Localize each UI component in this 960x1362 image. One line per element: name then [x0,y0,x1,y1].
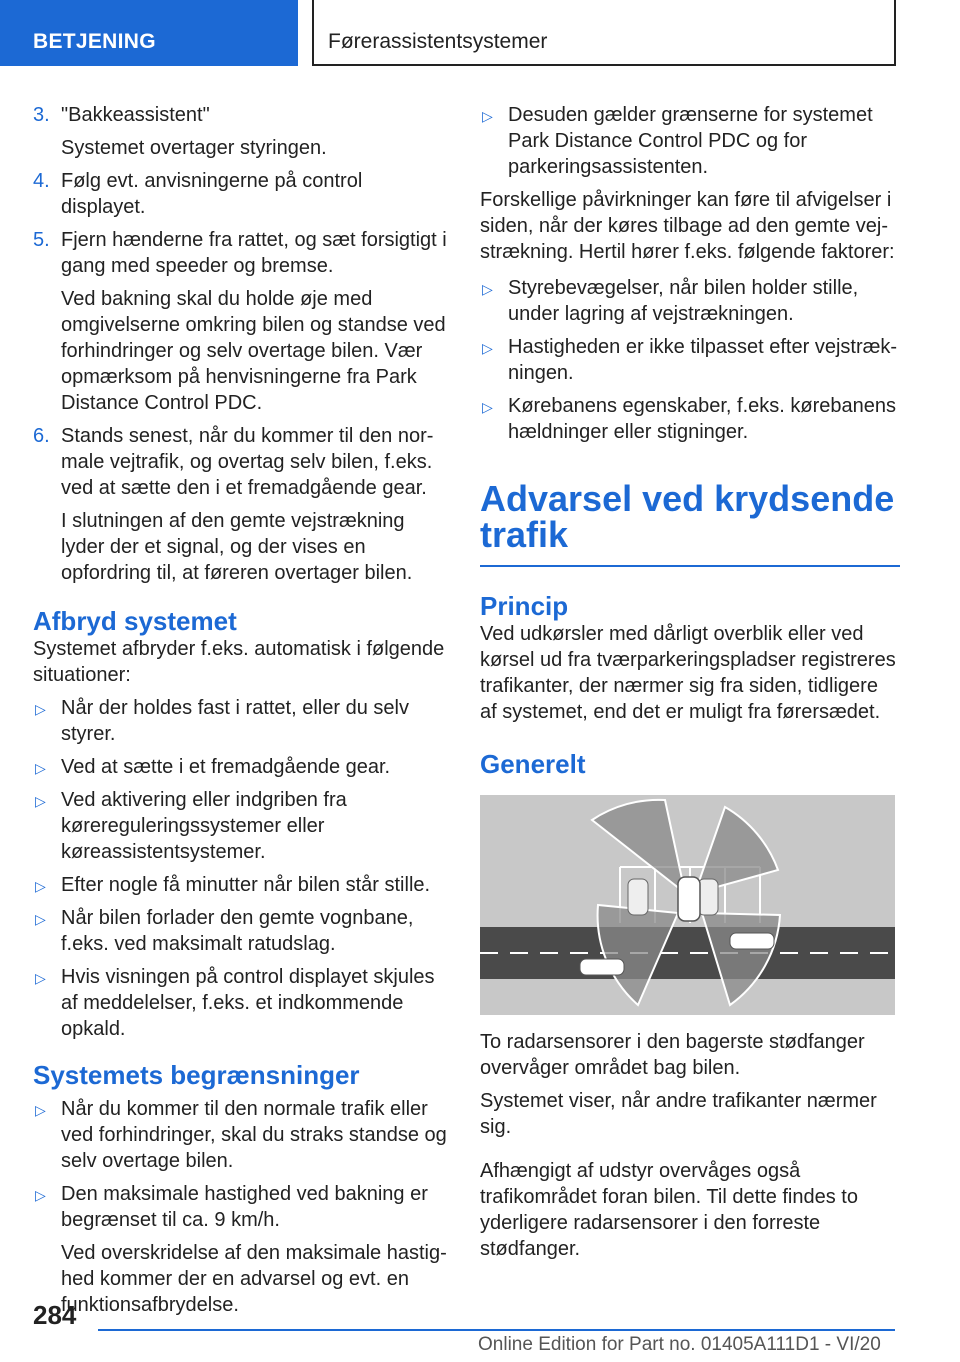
triangle-right-icon: ▷ [35,701,46,717]
step-list [33,102,451,586]
list-item [480,334,900,386]
list-item [33,1181,451,1318]
list-item-text: Desuden gælder grænserne for systemet Park Distance Control PDC og for parkeringsassistenten. [508,104,873,178]
list-item [33,787,451,865]
list-item [33,695,451,747]
step-item [33,102,451,161]
list-item [480,275,900,327]
footer-rule [98,1329,895,1331]
triangle-right-icon: ▷ [35,760,46,776]
list-item [480,102,900,180]
step-item [33,168,451,220]
list-item-text: Når du kommer til den normale trafik eller ved forhindringer, skal du straks standse og selv overtage bilen. [61,1098,447,1172]
list-item-text: Ved at sætte i et fremadgående gear. [61,756,391,778]
triangle-right-icon: ▷ [482,399,493,415]
footer-edition: Online Edition for Part no. 01405A111D1 - VI/20 [478,1334,881,1355]
step-text: Stands senest, når du kommer til den normale vejtrafik, og overtag selv bilen, f.eks. ved at sætte den i et fremadgående gear. [61,425,434,499]
figure-caption: To radarsensorer i den bagerste stødfanger overvåger området bag bilen. [480,1031,865,1079]
figure-caption: Afhængigt af udstyr overvåges også trafikområdet foran bilen. Til dette findes to yderligere radarsensorer i den forreste stødfanger. [480,1160,858,1260]
step-item [33,227,451,416]
chapter-tab: Førerassistentsystemer [312,0,896,66]
list-item-text: Efter nogle få minutter når bilen står stille. [61,874,431,896]
step-text: "Bakkeassistent" [61,104,210,126]
page-number: 284 [33,1300,77,1330]
list-item [33,905,451,957]
list-item-text: Hvis visningen på control displayet skjules af meddelelser, f.eks. et indkommende opkald. [61,966,435,1040]
princip-heading: Princip [480,591,569,621]
begraensninger-heading: Systemets begrænsninger [33,1060,360,1090]
afbryd-intro: Systemet afbryder f.eks. automatisk i følgende situationer: [33,638,445,686]
triangle-right-icon: ▷ [482,108,493,124]
triangle-right-icon: ▷ [35,1187,46,1203]
list-item-text: Den maksimale hastighed ved bakning er begrænset til ca. 9 km/h. [61,1183,428,1231]
list-item-note: Ved overskridelse af den maksimale hastighed kommer der en advarsel og evt. en funktionsafbrydelse. [61,1242,447,1316]
triangle-right-icon: ▷ [35,878,46,894]
list-item [480,393,900,445]
step-note: I slutningen af den gemte vejstrækning lyder der et signal, og der vises en opfordring til, at føreren overtager bilen. [61,510,413,584]
page-header [0,0,960,66]
princip-text: Ved udkørsler med dårligt overblik eller ved kørsel ud fra tværparkeringspladser registreres trafikanter, der nærmer sig fra siden, tidligere af systemet, end det er muligt fra førersædet. [480,623,896,723]
factors-intro: Forskellige påvirkninger kan føre til afvigelser i siden, når der køres tilbage ad den gemte vejstrækning. Hertil hører f.eks. følgende faktorer: [480,189,895,263]
list-item [33,964,451,1042]
step-text: Fjern hænderne fra rattet, og sæt forsigtigt i gang med speeder og bremse. [61,229,447,277]
step-text: Følg evt. anvisningerne på control displayet. [61,170,363,218]
step-note: Systemet overtager styringen. [61,137,327,159]
list-item-text: Styrebevægelser, når bilen holder stille, under lagring af vejstrækningen. [508,277,859,325]
step-number: 5. [33,229,50,251]
pdc-list [480,102,900,180]
list-item-text: Når bilen forlader den gemte vognbane, f.eks. ved maksimalt ratudslag. [61,907,414,955]
list-item-text: Hastigheden er ikke tilpasset efter vejstrækningen. [508,336,898,384]
step-note: Ved bakning skal du holde øje med omgivelserne omkring bilen og standse ved forhindringer og selv overtage bilen. Vær opmærksom på henvisningerne fra Park Distance Control PDC. [61,288,446,414]
triangle-right-icon: ▷ [35,970,46,986]
cross-traffic-illustration [480,795,895,1015]
figure-caption: Systemet viser, når andre trafikanter nærmer sig. [480,1090,877,1138]
list-item [33,754,451,780]
list-item [33,1096,451,1174]
afbryd-heading: Afbryd systemet [33,606,237,636]
step-number: 4. [33,170,50,192]
list-item-text: Når der holdes fast i rattet, eller du selv styrer. [61,697,409,745]
begraensninger-list [33,1096,451,1318]
triangle-right-icon: ▷ [35,911,46,927]
step-number: 3. [33,104,50,126]
triangle-right-icon: ▷ [35,793,46,809]
section-tab: BETJENING [0,0,298,66]
list-item-text: Ved aktivering eller indgriben fra kørereguleringssystemer eller køreassistentsystemer. [61,789,347,863]
section-title: Advarsel ved krydsende trafik [480,478,895,555]
triangle-right-icon: ▷ [35,1102,46,1118]
triangle-right-icon: ▷ [482,281,493,297]
afbryd-list [33,695,451,1042]
right-column [480,102,900,1269]
factors-list [480,275,900,445]
section-rule [480,565,900,567]
step-item [33,423,451,586]
list-item [33,872,451,898]
triangle-right-icon: ▷ [482,340,493,356]
step-number: 6. [33,425,50,447]
generelt-heading: Generelt [480,749,586,779]
list-item-text: Kørebanens egenskaber, f.eks. kørebanens hældninger eller stigninger. [508,395,897,443]
left-column [33,102,451,1325]
